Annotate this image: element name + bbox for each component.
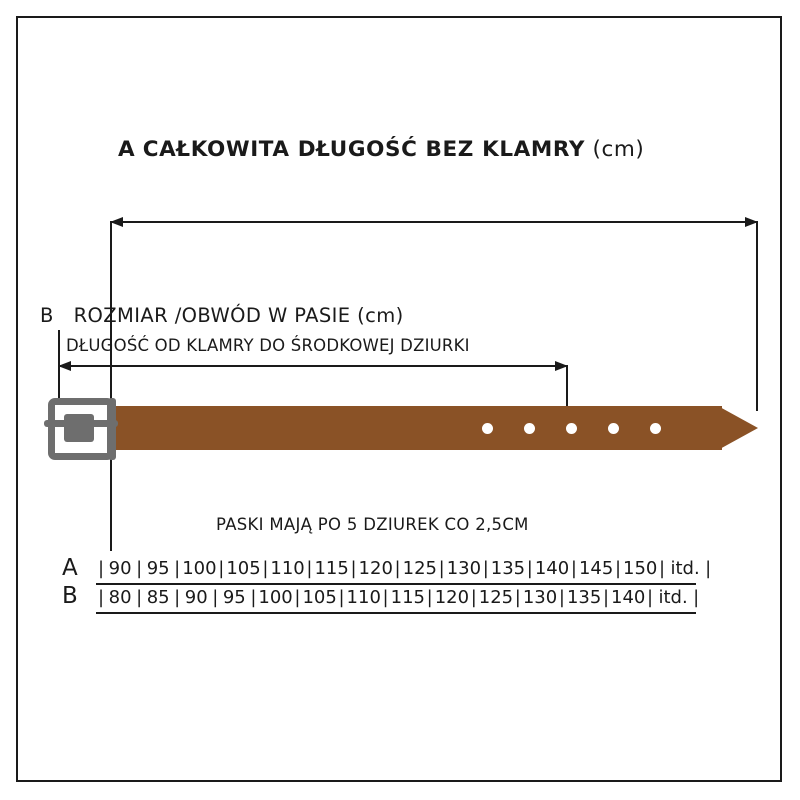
belt-hole xyxy=(566,423,577,434)
table-separator: | xyxy=(659,558,666,579)
table-separator: | xyxy=(514,587,521,608)
table-row-underline-a xyxy=(96,583,696,585)
table-cell: 140 xyxy=(534,558,570,579)
title-a xyxy=(118,137,644,162)
diagram-border xyxy=(16,16,782,782)
subtitle-b: DŁUGOŚĆ OD KLAMRY DO ŚRODKOWEJ DZIURKI xyxy=(66,336,470,355)
table-separator: | xyxy=(98,558,105,579)
table-separator: | xyxy=(693,587,700,608)
belt-buckle-inner xyxy=(64,414,94,442)
table-separator: | xyxy=(174,558,181,579)
dimension-line-b xyxy=(58,365,568,367)
table-cell: 85 xyxy=(146,587,170,608)
table-cell: 90 xyxy=(108,558,132,579)
table-cell: 120 xyxy=(358,558,393,579)
table-cell: 80 xyxy=(108,587,132,608)
table-separator: | xyxy=(602,587,610,608)
table-separator: | xyxy=(306,558,313,579)
holes-note: PASKI MAJĄ PO 5 DZIUREK CO 2,5CM xyxy=(216,515,529,534)
table-cell: 90 xyxy=(184,587,208,608)
table-cell: 135 xyxy=(490,558,526,579)
table-cell: 120 xyxy=(434,587,470,608)
table-separator: | xyxy=(350,558,357,579)
table-separator: | xyxy=(647,587,654,608)
extension-line-a-right xyxy=(756,221,758,411)
table-separator: | xyxy=(394,558,401,579)
table-separator: | xyxy=(338,587,345,608)
table-separator: | xyxy=(426,587,433,608)
title-a-unit: (cm) xyxy=(592,137,645,162)
table-cell: 125 xyxy=(478,587,514,608)
belt-hole xyxy=(524,423,535,434)
title-a-text: CAŁKOWITA DŁUGOŚĆ BEZ KLAMRY xyxy=(142,137,586,162)
table-separator: | xyxy=(438,558,445,579)
table-cell: 105 xyxy=(226,558,261,579)
belt-strap xyxy=(112,406,722,450)
table-cell: 150 xyxy=(623,558,658,579)
table-row-label-a: A xyxy=(62,555,78,581)
table-cell: 110 xyxy=(270,558,305,579)
table-cell: 135 xyxy=(566,587,602,608)
table-cell: 95 xyxy=(222,587,246,608)
table-separator: | xyxy=(98,587,105,608)
table-cell: 115 xyxy=(314,558,349,579)
table-cell: 140 xyxy=(611,587,646,608)
table-cell: 110 xyxy=(346,587,381,608)
belt-buckle-prong xyxy=(44,420,118,427)
table-separator: | xyxy=(526,558,533,579)
table-row xyxy=(96,558,713,579)
table-separator: | xyxy=(136,558,143,579)
belt-buckle-bar xyxy=(108,398,116,460)
table-cell: 115 xyxy=(390,587,425,608)
title-b-prefix: B xyxy=(40,304,54,327)
title-b-text: ROZMIAR /OBWÓD W PASIE (cm) xyxy=(73,304,404,327)
table-cell: 130 xyxy=(522,587,558,608)
table-separator: | xyxy=(705,558,712,579)
title-a-prefix: A xyxy=(118,137,136,162)
belt-tip xyxy=(718,406,758,450)
table-separator: | xyxy=(294,587,301,608)
table-separator: | xyxy=(614,558,622,579)
table-cell: 145 xyxy=(578,558,614,579)
table-separator: | xyxy=(218,558,225,579)
table-separator: | xyxy=(174,587,181,608)
title-b xyxy=(40,304,404,327)
table-separator: | xyxy=(262,558,269,579)
table-cell: 100 xyxy=(182,558,217,579)
table-cell: 125 xyxy=(402,558,437,579)
belt-hole xyxy=(650,423,661,434)
belt-hole xyxy=(482,423,493,434)
table-row xyxy=(96,587,701,608)
dimension-line-a xyxy=(110,221,758,223)
table-suffix: itd. xyxy=(670,558,700,579)
table-row-underline-b xyxy=(96,612,696,614)
table-cell: 130 xyxy=(446,558,482,579)
table-cell: 105 xyxy=(302,587,337,608)
table-separator: | xyxy=(570,558,577,579)
extension-line-a-left xyxy=(110,221,112,551)
table-separator: | xyxy=(136,587,143,608)
belt-hole xyxy=(608,423,619,434)
table-suffix: itd. xyxy=(658,587,688,608)
table-cell: 100 xyxy=(258,587,293,608)
table-separator: | xyxy=(382,587,389,608)
table-separator: | xyxy=(482,558,489,579)
table-separator: | xyxy=(212,587,219,608)
table-separator: | xyxy=(558,587,565,608)
table-row-label-b: B xyxy=(62,583,78,609)
table-separator: | xyxy=(250,587,257,608)
table-cell: 95 xyxy=(146,558,170,579)
table-separator: | xyxy=(470,587,477,608)
